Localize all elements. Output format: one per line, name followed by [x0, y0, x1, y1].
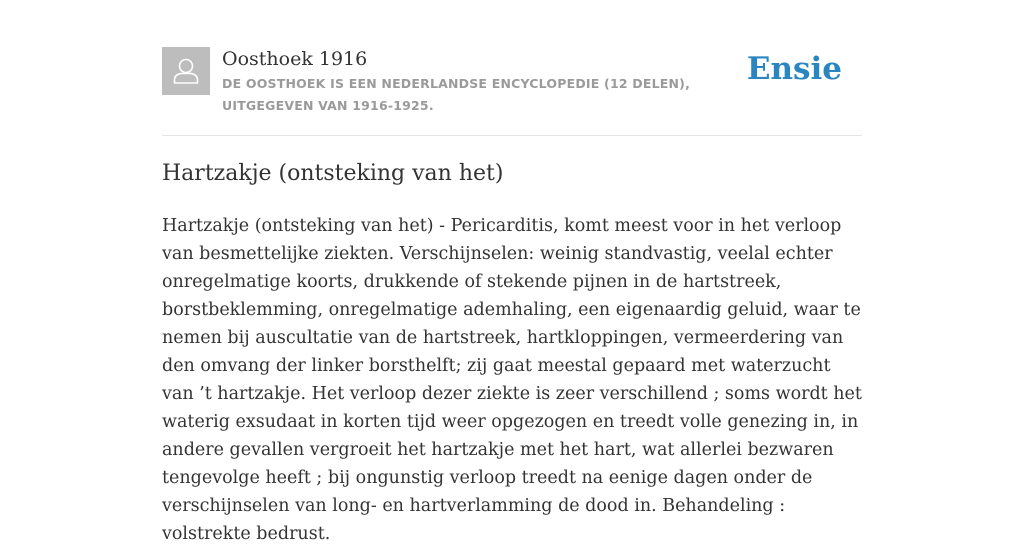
- ensie-logo[interactable]: Ensie: [746, 51, 842, 87]
- source-name-link[interactable]: Oosthoek 1916: [222, 48, 368, 70]
- article-body: Hartzakje (ontsteking van het) - Pericarditis, komt meest voor in het verloop van besmettelijke ziekten. Verschijnselen: weinig standvastig, veelal echter onregelmatige koorts, drukkende of stekende pijnen in de hartstreek, borstbeklemming, onregelmatige ademhaling, een eigenaardig geluid, waar te nemen bij auscultatie van de hartstreek, hartkloppingen, vermeerdering van den omvang der linker borsthelft; zij gaat meestal gepaard met waterzucht van ’t hartzakje. Het verloop dezer ziekte is zeer verschillend ; soms wordt het waterig exsudaat in korten tijd weer opgezogen en treedt volle genezing in, in andere gevallen vergroeit het hartzakje met het hart, wat allerlei bezwaren tengevolge heeft ; bij ongunstig verloop treedt na eenige dagen onder de verschijnselen van long- en hartverlamming de dood in. Behandeling : volstrekte bedrust.: [162, 216, 862, 544]
- user-silhouette-icon[interactable]: [162, 47, 210, 95]
- source-description: DE OOSTHOEK IS EEN NEDERLANDSE ENCYCLOPEDIE (12 DELEN), UITGEGEVEN VAN 1916-1925.: [222, 76, 691, 113]
- article-title: Hartzakje (ontsteking van het): [162, 161, 504, 186]
- source-header: [162, 47, 862, 135]
- header-divider: [162, 135, 862, 136]
